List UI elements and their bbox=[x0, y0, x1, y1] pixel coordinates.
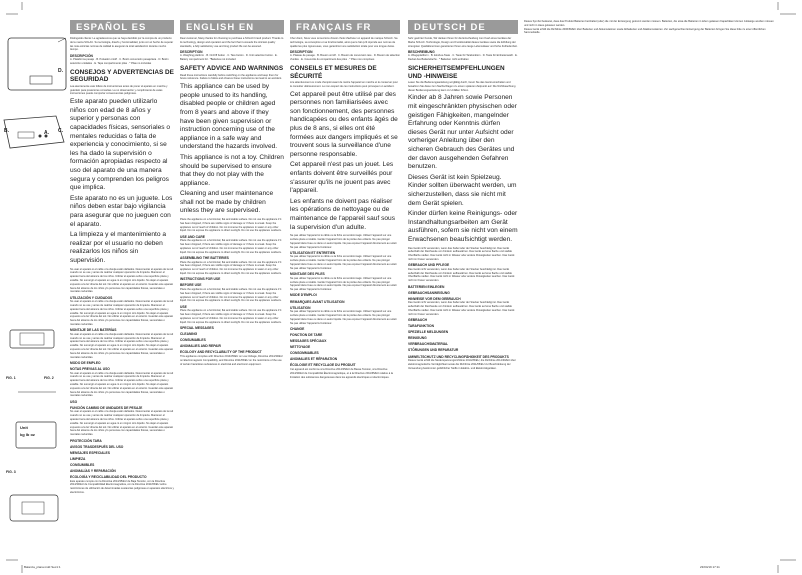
section-es-9: LIMPIEZA bbox=[70, 456, 86, 461]
section-es-2: MODO DE EMPLEO bbox=[70, 360, 101, 365]
section-es-12: ECOLOGÍA Y RECICLABILIDAD DEL PRODUCTO bbox=[70, 475, 147, 480]
desc-items-fr: A. Plateau de pesage · B. Bouton on/off · C. Bouton de conversion tare · D. Bouton de sélection d'unités · E. Couvercle du compartiment des piles · * Piles non comprises bbox=[290, 54, 400, 62]
fig3-caption: FIG. 3 bbox=[6, 470, 16, 474]
scale-top-view bbox=[8, 38, 66, 90]
section-es-6: PROTECCIÓN TARA bbox=[70, 438, 102, 443]
safety-small-es: Lea atentamente este folleto de instrucciones antes de poner el aparato en marcha y guárdelo para posteriores consultas. La no observación y cumplimiento de estas instrucciones puede comportar consecuencias peligrosas. bbox=[70, 84, 168, 96]
section-en-7: CONSUMABLES bbox=[180, 338, 206, 343]
section-en-5: SPECIAL MESSAGES bbox=[180, 325, 214, 330]
body-es: No usar el aparato si el cable o la clavija están dañados. Desconectar el aparato de la red cuando no se use y antes de realizar cualquier operación de limpieza. Mantener el aparato fuera del alcance de los niños. Utilizar el aparato sobre una superficie plana y estable. No sumergir el aparato en agua ni en ningún otro líquido. No dejar el aparato expuesto a la luz directa del sol. No utilizar el aparato en el exterior. Guardar este aparato fuera del alcance de los niños y/o personas con capacidades físicas, sensoriales o mentales reducidas. bbox=[70, 267, 174, 294]
section-fr-5: CHANGE bbox=[290, 326, 305, 331]
desc-title-fr: DESCRIPTION bbox=[290, 49, 313, 54]
column-en bbox=[180, 20, 284, 550]
section-es-5: FUNCIÓN CAMBIO DE UNIDADES DE PESAJE bbox=[70, 405, 143, 410]
section-en-3: BEFORE USE bbox=[180, 283, 202, 288]
section-en-8: ANOMALIES AND REPAIR bbox=[180, 344, 221, 349]
section-es-3: NOTAS PREVIAS AL USO bbox=[70, 367, 110, 372]
lang-header-en: ENGLISH EN bbox=[180, 20, 284, 34]
unit-label: Unit bbox=[20, 425, 28, 430]
section-fr-8: NETTOYAGE bbox=[290, 345, 311, 350]
side-note-text-2: Dieses Gerät erfüllt die Richtlinie 2006/66/EC über Batterien und Akkumulatoren sowie Altbatterien und Altakkumulatoren. Zur sachgerechten Entsorgung der Batterien bringen Sie diese bitte zu einer öffentlichen Sammelstelle. bbox=[524, 27, 766, 35]
body-en-4: Place the appliance on a horizontal, flat and stable surface. Do not use the appliance if it has been dropped, if there are visible signs of damage or if there is a leak. Keep the appliance out of reach of children. Do not immerse the appliance in water or any other liquid. Do not expose the appliance to direct sunlight. Do not use the appliance outdoors. bbox=[180, 288, 282, 303]
section-de-4: GEBRAUCH bbox=[408, 318, 428, 322]
body-de: Das Gerät nicht verwenden, wenn das Kabel oder der Stecker beschädigt ist. Das Gerät außerhalb der Reichweite von Kindern aufbewahren. Das Gerät auf eine flache und stabile Oberfläche stellen. Das Gerät nicht in Wasser oder andere Flüssigkeiten tauchen. Das Gerät nicht im Freien verwenden. bbox=[408, 246, 515, 261]
section-es-4: USO bbox=[70, 399, 78, 404]
body-de-2: Das Gerät nicht verwenden, wenn das Kabel oder der Stecker beschädigt ist. Das Gerät außerhalb der Reichweite von Kindern aufbewahren. Das Gerät auf eine flache und stabile Oberfläche stellen. Das Gerät nicht in Wasser oder andere Flüssigkeiten tauchen. Das Gerät nicht im Freien verwenden. bbox=[408, 267, 515, 283]
safety-big-fr: Cet appareil peut être utilisé par des personnes non familiarisées avec son fonctionnement, des personnes handicapées ou des enfants âgés de plus de 8 ans, si elles ont été formées aux dangers impliqués et se trouvent sous la surveillance d'une personne responsable. bbox=[290, 90, 398, 158]
safety-big3-en: Cleaning and user maintenance shall not be made by children unless they are supervised. bbox=[180, 190, 274, 215]
unit-values: kg lb oz bbox=[20, 432, 35, 437]
safety-small-fr: Lire attentivement ce mode d'emploi avant de mettre l'appareil en marche et le conserver pour le consulter ultérieurement. Le non-respect de ces instructions peut provoquer un accident. bbox=[290, 81, 398, 88]
section-fr-1: MONTAGE DES PILES bbox=[290, 272, 325, 277]
desc-items-es: A. Plataforma pesaje · B. Pulsador on/off · C. Botón conversión pesaje/tara · D. Botón selección unidades · E. Tapa compartimento pilas · * Pilas no incluidas bbox=[70, 58, 169, 66]
column-es bbox=[70, 20, 174, 550]
section-en-9: ECOLOGY AND RECYCLABILITY OF THE PRODUCT bbox=[180, 350, 262, 355]
safety-title-en: SAFETY ADVICE AND WARNINGS bbox=[180, 65, 284, 73]
body-fr: Ne pas utiliser l'appareil si le câble ou la fiche est endommagé. Utiliser l'appareil sur une surface plane et stable. Garder l'appareil hors de la portée des enfants. Ne pas plonger l'appareil dans l'eau ou dans un autre liquide. Ne pas exposer l'appareil directement au soleil. Ne pas utiliser l'appareil à l'extérieur. bbox=[290, 234, 398, 249]
section-en-4: USE bbox=[180, 304, 187, 309]
section-en-0: USE AND CARE bbox=[180, 234, 205, 239]
lang-header-fr: FRANÇAIS FR bbox=[290, 20, 400, 34]
section-es-11: ANOMALÍAS Y REPARACIÓN bbox=[70, 468, 116, 473]
desc-items-en: A. Weighing platform · B. On/Off button · C. Tare button · D. Unit selection button · E. Battery compartment lid · *Batteries not included bbox=[180, 54, 278, 62]
section-es-7: AVISOS TRASDESPUÉS DEL USO bbox=[70, 444, 124, 449]
slug-left: Balanza_plana.indd Sec1:1 bbox=[24, 565, 61, 569]
body-de-3: Das Gerät nicht verwenden, wenn das Kabel oder der Stecker beschädigt ist. Das Gerät außerhalb der Reichweite von Kindern aufbewahren. Das Gerät auf eine flache und stabile Oberfläche stellen. Das Gerät nicht in Wasser oder andere Flüssigkeiten tauchen. Das Gerät nicht im Freien verwenden. bbox=[408, 301, 515, 316]
section-de-3: HINWEISE VOR DEM GEBRAUCH bbox=[408, 296, 461, 301]
body-es-4: No usar el aparato si el cable o la clavija están dañados. Desconectar el aparato de la red cuando no se use y antes de realizar cualquier operación de limpieza. Mantener el aparato fuera del alcance de los niños. Utilizar el aparato sobre una superficie plana y estable. No sumergir el aparato en agua ni en ningún otro líquido. No dejar el aparato expuesto a la luz directa del sol. No utilizar el aparato en el exterior. Guardar este aparato fuera del alcance de los niños y/o personas con capacidades físicas, sensoriales o mentales reducidas. bbox=[70, 371, 174, 398]
section-es-8: MENSAJES ESPECIALES bbox=[70, 450, 110, 455]
intro-en: Dear customer, Many thanks for choosing to purchase a SOLAC brand product. Thanks to its technology, design and operation and the fact that it exceeds the strictest quality standards, a fully satisfactory use and long product life can be assured. bbox=[180, 37, 284, 48]
section-es-1: MONTAJE DE LAS BATERÍAS bbox=[70, 328, 117, 333]
body-en-3: Place the appliance on a horizontal, flat and stable surface. Do not use the appliance if it has been dropped, if there are visible signs of damage or if there is a leak. Keep the appliance out of reach of children. Do not immerse the appliance in water or any other liquid. Do not expose the appliance to direct sunlight. Do not use the appliance outdoors. bbox=[180, 260, 282, 276]
body-en: Place the appliance on a horizontal, flat and stable surface. Do not use the appliance if it has been dropped, if there are visible signs of damage or if there is a leak. Keep the appliance out of reach of children. Do not immerse the appliance in water or any other liquid. Do not expose the appliance to direct sunlight. Do not use the appliance outdoors. bbox=[180, 218, 282, 233]
side-note-text: Dieses Symbol bedeutet, dass das Produkt Batterien beinhaltet (oder) die mit der Entsorgung getrennt werden müssen. Batterien, die etwa die Batterien in leben gelassen Kapazitäten können zulässige werden müssen und nicht in Haus gelassen werden. bbox=[524, 20, 774, 27]
column-de bbox=[408, 20, 518, 550]
section-de-0: GEBRAUCH UND PFLEGE bbox=[408, 263, 450, 268]
fig1-caption: FIG. 1 bbox=[6, 376, 16, 380]
body-fr-4: Ne pas utiliser l'appareil si le câble ou la fiche est endommagé. Utiliser l'appareil sur une surface plane et stable. Garder l'appareil hors de la portée des enfants. Ne pas plonger l'appareil dans l'eau ou dans un autre liquide. Ne pas exposer l'appareil directement au soleil. Ne pas utiliser l'appareil à l'extérieur. bbox=[290, 310, 398, 325]
safety-big-de: Kinder ab 8 Jahren sowie Personen mit eingeschränkten physischen oder geistigen Fähigkeiten, mangelnder Erfahrung oder Kenntnis dürfen dieses Gerät nur unter Aufsicht oder vorheriger Anleitung über den sicheren Gebrauch des Gerätes und der davon ausgehenden Gefahren benutzen. bbox=[408, 94, 517, 171]
safety-big-es: Este aparato pueden utilizarlo niños con edad de 8 años y superior y personas con capacidades físicas, sensoriales o mentales reducidas o falta de experiencia y conocimiento, si se les ha dado la supervisión o formación apropiadas respecto al uso del aparato de una manera segura y comprenden los peligros que implica. bbox=[70, 98, 171, 192]
fig3-scale bbox=[10, 495, 58, 521]
section-fr-11: ÉCOLOGIE ET RECYCLAGE DU PRODUIT bbox=[290, 363, 356, 368]
battery-compartment bbox=[10, 330, 54, 348]
section-es-10: CONSUMIBLES bbox=[70, 462, 95, 467]
column-fr bbox=[290, 20, 400, 550]
fig2-caption: FIG. 2 bbox=[44, 376, 54, 380]
section-fr-10: ANOMALIES ET RÉPARATION bbox=[290, 357, 338, 362]
footer-de: Dieses Gerät erfüllt die Niederspannungsrichtlinie 2014/35/EU, die Richtlinie 2014/30/EU über elektromagnetische Verträglichkeit sowie die Richtlinie 2011/65/EU zur Beschränkung der Verwendung bestimmter gefährlicher Stoffe in Elektro- und Elektronikgeräten. bbox=[408, 359, 516, 370]
section-fr-6: FONCTION DE TARE bbox=[290, 332, 323, 337]
label-a: A. bbox=[44, 130, 49, 136]
safety-big-en: This appliance can be used by people unused to its handling, disabled people or children aged from 8 years and above if they have been given supervision or instruction concerning use of the appliance in a safe way and understand the hazards involved. bbox=[180, 83, 278, 151]
safety-title-es: CONSEJOS Y ADVERTENCIAS DE SEGURIDAD bbox=[70, 68, 174, 84]
safety-big2-es: Este aparato no es un juguete. Los niños deben estar bajo vigilancia para asegurar que no jueguen con el aparato. bbox=[70, 194, 173, 228]
safety-big2-fr: Cet appareil n'est pas un jouet. Les enfants doivent être surveillés pour s'assurer qu'ils ne jouent pas avec l'appareil. bbox=[290, 161, 394, 195]
safety-big3-es: La limpieza y el mantenimiento a realizar por el usuario no deben realizarlos los niños sin supervisión. bbox=[70, 231, 167, 264]
label-d: D. bbox=[58, 68, 63, 74]
body-es-3: No usar el aparato si el cable o la clavija están dañados. Desconectar el aparato de la red cuando no se use y antes de realizar cualquier operación de limpieza. Mantener el aparato fuera del alcance de los niños. Utilizar el aparato sobre una superficie plana y estable. No sumergir el aparato en agua ni en ningún otro líquido. No dejar el aparato expuesto a la luz directa del sol. No utilizar el aparato en el exterior. Guardar este aparato fuera del alcance de los niños y/o personas con capacidades físicas, sensoriales o mentales reducidas. bbox=[70, 332, 174, 359]
section-de-5: TARAFUNKTION bbox=[408, 324, 434, 329]
body-es-5: No usar el aparato si el cable o la clavija están dañados. Desconectar el aparato de la red cuando no se use y antes de realizar cualquier operación de limpieza. Mantener el aparato fuera del alcance de los niños. Utilizar el aparato sobre una superficie plana y estable. No sumergir el aparato en agua ni en ningún otro líquido. No dejar el aparato expuesto a la luz directa del sol. No utilizar el aparato en el exterior. Guardar este aparato fuera del alcance de los niños y/o personas con capacidades físicas, sensoriales o mentales reducidas. bbox=[70, 410, 174, 437]
footer-en: This appliance complies with Directive 2014/35/EU on Low Voltage, Directive 2014/30/EU on Electromagnetic Compatibility, and Directive 2011/65/EU on the restrictions of the use of certain hazardous substances in electrical and electronic equipment. bbox=[180, 354, 283, 366]
desc-title-de: BESCHREIBUNG bbox=[408, 49, 435, 54]
section-fr-7: MESSAGES SPÉCIAUX bbox=[290, 339, 327, 344]
intro-de: Sehr geehrter Kunde, Wir danken Ihnen für die Entscheidung zum Kauf eines Gerätes der Marke SOLAC. Technologie, Design und Funktionalität dieses Gerätes sowie die Erfüllung der strengsten Qualitätsnormen garantieren Ihnen eine lange Lebensdauer und hohe Zufriedenheit. bbox=[408, 37, 518, 48]
safety-big3-fr: Les enfants ne doivent pas réaliser les opérations de nettoyage ou de maintenance de l'appareil sauf sous la supervision d'un adulte. bbox=[290, 197, 395, 231]
section-de-10: UMWELTSCHUTZ UND RECYCLINGFÄHIGKEIT DES PRODUKTS bbox=[408, 354, 509, 359]
section-fr-2: MODE D'EMPLOI bbox=[290, 293, 317, 298]
section-fr-9: CONSOMMABLES bbox=[290, 351, 319, 356]
footer-fr: Cet appareil est conforme à la Directive 2014/35/EU de Basse Tension, à la Directive 2014/30/EU de Compatibilité Électromagnétique, et à la Directive 2011/65/EU relative à la limitation des substances dangereuses dans les appareils électriques et électroniques. bbox=[290, 368, 393, 379]
section-fr-0: UTILISATION ET ENTRETIEN bbox=[290, 250, 336, 255]
body-fr-3: Ne pas utiliser l'appareil si le câble ou la fiche est endommagé. Utiliser l'appareil sur une surface plane et stable. Garder l'appareil hors de la portée des enfants. Ne pas plonger l'appareil dans l'eau ou dans un autre liquide. Ne pas exposer l'appareil directement au soleil. Ne pas utiliser l'appareil à l'extérieur. bbox=[290, 276, 398, 292]
body-en-5: Place the appliance on a horizontal, flat and stable surface. Do not use the appliance if it has been dropped, if there are visible signs of damage or if there is a leak. Keep the appliance out of reach of children. Do not immerse the appliance in water or any other liquid. Do not expose the appliance to direct sunlight. Do not use the appliance outdoors. bbox=[180, 309, 282, 324]
label-c: C. bbox=[58, 128, 63, 134]
intro-fr: Cher client, Nous vous remercions d'avoir choisi d'acheter un appareil de marque SOLAC. Sa technologie, sa conception et sa fonctionnalité, ainsi que le fait qu'il réponde aux normes de qualité les plus rigoureuses, vous garantiront une satisfaction totale pour une longue durée. bbox=[290, 37, 398, 48]
slug-right: 23/04/19 17:11 bbox=[700, 565, 720, 569]
section-es-0: UTILIZACIÓN Y CUIDADOS bbox=[70, 295, 113, 300]
section-de-6: SPEZIELLE MELDUNGEN bbox=[408, 330, 449, 335]
footer-es: Este aparato cumple con la Directiva 2014/35/EU de Baja Tensión, con la Directiva 2014/30/EU de Compatibilidad Electromagnética, con la Directiva 2011/65/EU sobre restricciones de utilización de determinadas sustancias peligrosas en aparatos eléctricos y electrónicos. bbox=[70, 479, 174, 495]
desc-title-en: DESCRIPTION bbox=[180, 49, 203, 54]
scale-display bbox=[30, 76, 52, 84]
lang-header-es: ESPAÑOL ES bbox=[70, 20, 174, 34]
section-de-7: REINIGUNG bbox=[408, 336, 427, 341]
safety-small-de: Lesen Sie die Bedienungsanleitung sorgfältig durch, bevor Sie das Gerät einschalten und bewahren Sie diese zum Nachschlagen zu einem späteren Zeitpunkt auf. Die Nichtbeachtung dieser Bedienungsanleitung kann zu Unfällen führen. bbox=[408, 81, 516, 92]
body-es-2: No usar el aparato si el cable o la clavija están dañados. Desconectar el aparato de la red cuando no se use y antes de realizar cualquier operación de limpieza. Mantener el aparato fuera del alcance de los niños. Utilizar el aparato sobre una superficie plana y estable. No sumergir el aparato en agua ni en ningún otro líquido. No dejar el aparato expuesto a la luz directa del sol. No utilizar el aparato en el exterior. Guardar este aparato fuera del alcance de los niños y/o personas con capacidades físicas, sensoriales o mentales reducidas. bbox=[70, 300, 174, 326]
side-note bbox=[524, 20, 774, 60]
safety-small-en: Read these instructions carefully before switching on the appliance and keep them for future reference. Failure to follow and observe these instructions can lead to an accident. bbox=[180, 73, 282, 81]
section-en-2: INSTRUCTIONS FOR USE bbox=[180, 277, 221, 282]
section-de-9: STÖRUNGEN UND REPARATUR bbox=[408, 348, 459, 353]
intro-es: Distinguido cliente: Le agradecemos que se haya decidido por la compra de un producto de la marca SOLAC. Su tecnología, diseño y funcionalidad, junto con el hecho de superar las más estrictas normas de calidad le aseguran la total satisfacción durante mucho tiempo. bbox=[70, 37, 174, 52]
lang-header-de: DEUTSCH DE bbox=[408, 20, 518, 34]
safety-big3-de: Kinder dürfen keine Reinigungs- oder Instandhaltungsarbeiten am Gerät ausführen, sofern sie nicht von einem Erwachsenen beaufsichtigt werden. bbox=[408, 210, 518, 243]
safety-big2-de: Dieses Gerät ist kein Spielzeug. Kinder sollten überwacht werden, um sicherzustellen, dass sie nicht mit dem Gerät spielen. bbox=[408, 173, 517, 207]
section-fr-4: UTILISATION bbox=[290, 305, 311, 310]
desc-title-es: DESCRIPCIÓN bbox=[70, 53, 93, 58]
section-de-2: GEBRAUCHSANWEISUNG bbox=[408, 290, 450, 295]
safety-title-fr: CONSEILS ET MESURES DE SÉCURITÉ bbox=[290, 65, 377, 80]
section-fr-3: REMARQUES AVANT UTILISATION bbox=[290, 299, 345, 304]
section-de-1: BATTERIEN EINLEGEN bbox=[408, 284, 445, 289]
desc-items-de: A. Wiegeplattform · B. Ein/Aus-Taste · C. Taste für Tarafunktion · D. Taste für Einheitenwahl · E. Deckel des Batteriefachs · * Batterien nicht enthalten bbox=[408, 54, 518, 62]
section-en-1: ASSEMBLING THE BATTERIES bbox=[180, 256, 229, 261]
body-fr-2: Ne pas utiliser l'appareil si le câble ou la fiche est endommagé. Utiliser l'appareil sur une surface plane et stable. Garder l'appareil hors de la portée des enfants. Ne pas plonger l'appareil dans l'eau ou dans un autre liquide. Ne pas exposer l'appareil directement au soleil. Ne pas utiliser l'appareil à l'extérieur. bbox=[290, 255, 398, 270]
label-b: B. bbox=[4, 128, 9, 134]
safety-big2-en: This appliance is not a toy. Children should be supervised to ensure that they do not play with the appliance. bbox=[180, 153, 284, 187]
section-de-8: VERBRAUCHSMATERIAL bbox=[408, 342, 449, 347]
safety-title-de: SICHERHEITSEMPFEHLUNGEN UND -HINWEISE bbox=[408, 65, 505, 80]
body-en-2: Place the appliance on a horizontal, flat and stable surface. Do not use the appliance if it has been dropped, if there are visible signs of damage or if there is a leak. Keep the appliance out of reach of children. Do not immerse the appliance in water or any other liquid. Do not expose the appliance to direct sunlight. Do not use the appliance outdoors. bbox=[180, 239, 282, 254]
section-en-6: CLEANING bbox=[180, 332, 198, 337]
